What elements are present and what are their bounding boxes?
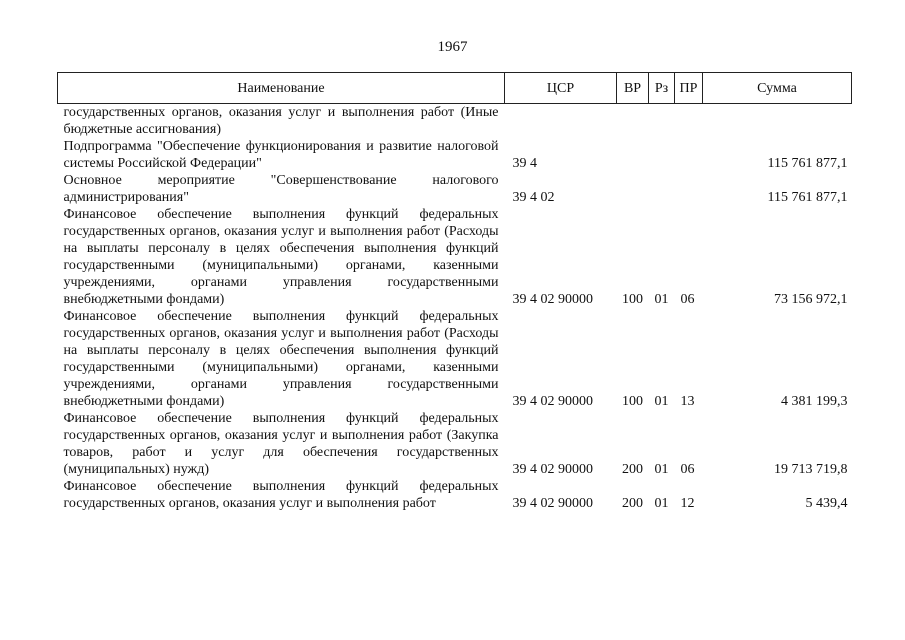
row-pr (675, 138, 703, 172)
table-body (58, 104, 852, 513)
row-rz (649, 138, 675, 172)
table-row (58, 172, 852, 206)
row-name: Финансовое обеспечение выполнения функций федеральных государственных органов, оказания услуг и выполнения работ (Расходы на выплаты персоналу в целях обеспечения выполнения функций государственными (муниципальными) органами, казенными учреждениями, органами управления государственными внебюджетными фондами) (63, 207, 499, 307)
row-name: государственных органов, оказания услуг и выполнения работ (Иные бюджетные ассигнования) (63, 105, 499, 137)
table-row (58, 410, 852, 478)
row-vr (617, 172, 649, 206)
row-csr (505, 104, 617, 139)
row-rz: 01 (654, 394, 669, 409)
row-pr: 12 (680, 496, 695, 511)
row-name: Финансовое обеспечение выполнения функций федеральных государственных органов, оказания услуг и выполнения работ (63, 479, 499, 511)
table-row (58, 308, 852, 410)
row-vr: 100 (622, 292, 643, 307)
row-csr: 39 4 02 90000 (512, 292, 593, 307)
row-vr: 100 (622, 394, 643, 409)
header-rz: Рз (649, 73, 675, 104)
row-sum: 4 381 199,3 (781, 394, 848, 409)
row-sum (703, 104, 852, 139)
row-vr (617, 138, 649, 172)
row-sum: 115 761 877,1 (767, 190, 848, 205)
row-vr (617, 104, 649, 139)
page-number: 1967 (437, 39, 468, 55)
table-row (58, 478, 852, 512)
row-pr: 06 (680, 292, 695, 307)
row-csr: 39 4 (512, 156, 537, 171)
row-rz: 01 (654, 496, 669, 511)
table-row (58, 206, 852, 308)
row-rz (649, 104, 675, 139)
header-row (58, 73, 852, 104)
row-sum: 73 156 972,1 (774, 292, 848, 307)
row-pr: 06 (680, 462, 695, 477)
row-rz: 01 (654, 462, 669, 477)
row-name: Основное мероприятие "Совершенствование налогового администрирования" (63, 173, 499, 205)
row-rz (649, 172, 675, 206)
row-pr (675, 104, 703, 139)
row-name: Финансовое обеспечение выполнения функций федеральных государственных органов, оказания услуг и выполнения работ (Закупка товаров, работ и услуг для обеспечения государственных (муниципальных) нужд) (63, 411, 499, 477)
row-name: Финансовое обеспечение выполнения функций федеральных государственных органов, оказания услуг и выполнения работ (Расходы на выплаты персоналу в целях обеспечения выполнения функций государственными (муниципальными) органами, казенными учреждениями, органами управления государственными внебюджетными фондами) (63, 309, 499, 409)
header-vr: ВР (617, 73, 649, 104)
header-sum: Сумма (703, 73, 852, 104)
row-sum: 19 713 719,8 (774, 462, 848, 477)
row-vr: 200 (622, 462, 643, 477)
table-header (58, 73, 852, 104)
row-vr: 200 (622, 496, 643, 511)
budget-table (57, 72, 852, 512)
row-pr: 13 (680, 394, 695, 409)
row-rz: 01 (654, 292, 669, 307)
row-pr (675, 172, 703, 206)
row-name: Подпрограмма "Обеспечение функционирования и развитие налоговой системы Российской Федерации" (63, 139, 499, 171)
header-name: Наименование (58, 73, 505, 104)
header-csr: ЦСР (505, 73, 617, 104)
row-sum: 5 439,4 (805, 496, 848, 511)
row-csr: 39 4 02 (512, 190, 555, 205)
row-sum: 115 761 877,1 (767, 156, 848, 171)
table-row (58, 104, 852, 139)
row-csr: 39 4 02 90000 (512, 394, 593, 409)
header-pr: ПР (675, 73, 703, 104)
row-csr: 39 4 02 90000 (512, 496, 593, 511)
row-csr: 39 4 02 90000 (512, 462, 593, 477)
table-row (58, 138, 852, 172)
